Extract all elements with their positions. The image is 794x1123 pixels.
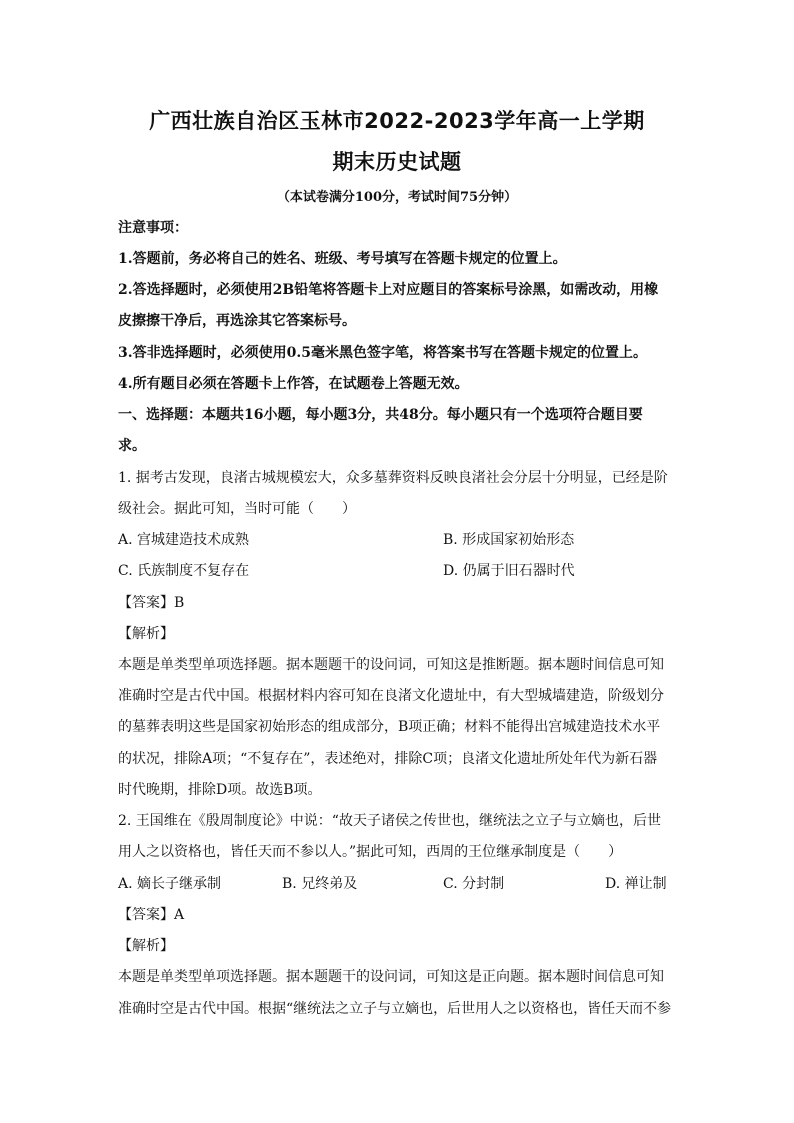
q1-option-d: D. 仍属于旧石器时代	[443, 563, 575, 579]
section-heading: 一、选择题：本题共16小题，每小题3分，共48分。每小题只有一个选项符合题目要	[118, 407, 643, 423]
q2-analysis-label: 【解析】	[118, 938, 174, 954]
exam-title-line2: 期末历史试题	[332, 150, 462, 174]
q1-option-c: C. 氏族制度不复存在	[118, 563, 250, 579]
q2-analysis-line: 准确时空是古代中国。根据“继统法之立子与立嫡也，后世用人之以资格也，皆任天而不参	[118, 1001, 672, 1017]
note-item: 3.答非选择题时，必须使用0.5毫米黑色签字笔，将答案书写在答题卡规定的位置上。	[118, 345, 647, 361]
q1-analysis-line: 准确时空是古代中国。根据材料内容可知在良渚文化遗址中，有大型城墙建造，阶级划分	[118, 688, 664, 704]
note-item: 皮擦擦干净后，再选涂其它答案标号。	[118, 313, 356, 329]
q2-option-c: C. 分封制	[443, 876, 505, 892]
section-heading-cont: 求。	[118, 438, 146, 454]
notes-heading: 注意事项：	[118, 220, 188, 236]
exam-title-line1: 广西壮族自治区玉林市2022-2023学年高一上学期	[149, 109, 645, 133]
q2-stem: 2. 王国维在《殷周制度论》中说：“故天子诸侯之传世也，继统法之立子与立嫡也，后世	[118, 813, 661, 829]
note-item: 2.答选择题时，必须使用2B铅笔将答题卡上对应题目的答案标号涂黑，如需改动，用橡	[118, 282, 659, 298]
q2-analysis-line: 本题是单类型单项选择题。据本题题干的设问词，可知这是正向题。据本题时间信息可知	[118, 969, 664, 985]
note-item: 4.所有题目必须在答题卡上作答，在试题卷上答题无效。	[118, 376, 469, 392]
q2-option-d: D. 禅让制	[605, 876, 667, 892]
q1-analysis-line: 时代晚期，排除D项。故选B项。	[118, 782, 322, 798]
q1-analysis-line: 的墓葬表明这些是国家初始形态的组成部分，B项正确；材料不能得出宫城建造技术水平	[118, 719, 661, 735]
q1-option-b: B. 形成国家初始形态	[443, 532, 575, 548]
q1-stem: 1. 据考古发现，良渚古城规模宏大，众多墓葬资料反映良渚社会分层十分明显，已经是阶	[118, 470, 668, 486]
q2-stem-cont: 用人之以资格也，皆任天而不参以人。”据此可知，西周的王位继承制度是（ ）	[118, 844, 623, 860]
exam-subtitle: （本试卷满分100分，考试时间75分钟）	[276, 190, 518, 205]
q1-analysis-line: 本题是单类型单项选择题。据本题题干的设问词，可知这是推断题。据本题时间信息可知	[118, 657, 664, 673]
q2-answer: 【答案】A	[118, 907, 185, 923]
q2-option-a: A. 嫡长子继承制	[118, 876, 222, 892]
note-item: 1.答题前，务必将自己的姓名、班级、考号填写在答题卡规定的位置上。	[118, 251, 567, 267]
q1-analysis-line: 的状况，排除A项；“不复存在”，表述绝对，排除C项；良渚文化遗址所处年代为新石器	[118, 751, 658, 767]
q1-answer: 【答案】B	[118, 595, 185, 611]
q2-option-b: B. 兄终弟及	[282, 876, 358, 892]
q1-stem-cont: 级社会。据此可知，当时可能（ ）	[118, 501, 356, 517]
q1-analysis-label: 【解析】	[118, 626, 174, 642]
q1-option-a: A. 宫城建造技术成熟	[118, 532, 250, 548]
